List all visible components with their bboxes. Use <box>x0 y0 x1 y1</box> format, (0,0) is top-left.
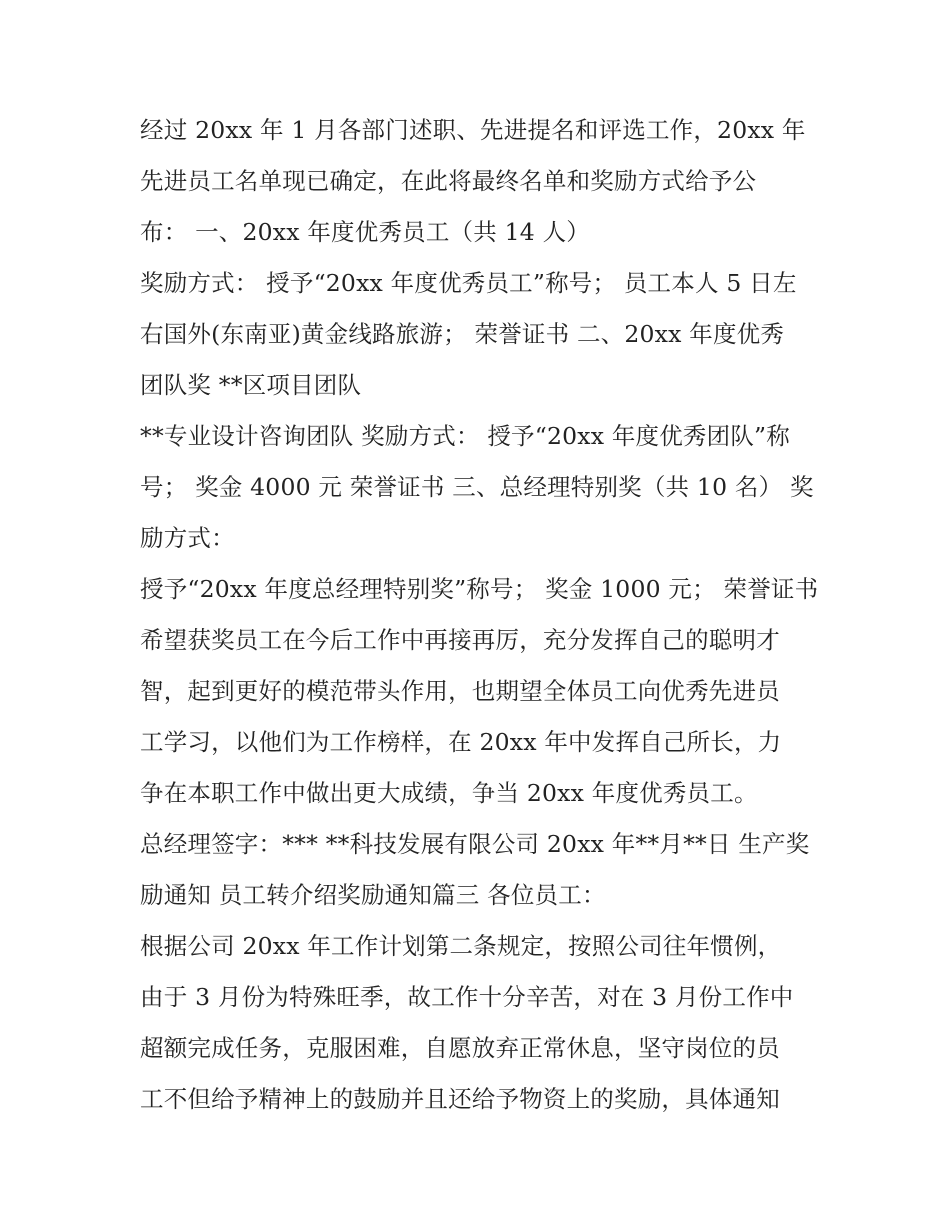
text-line: 励方式： <box>140 524 235 552</box>
text-line: 右国外(东南亚)黄金线路旅游； 荣誉证书 二、20xx 年度优秀 <box>140 320 785 348</box>
text-line: 智，起到更好的模范带头作用，也期望全体员工向优秀先进员 <box>140 677 780 705</box>
text-line: 奖励方式： 授予“20xx 年度优秀员工”称号； 员工本人 5 日左 <box>140 269 797 297</box>
text-line: 励通知 员工转介绍奖励通知篇三 各位员工： <box>140 881 606 909</box>
text-line: 根据公司 20xx 年工作计划第二条规定，按照公司往年惯例， <box>140 932 782 960</box>
text-line: 布： 一、20xx 年度优秀员工（共 14 人） <box>140 218 590 246</box>
text-line: 希望获奖员工在今后工作中再接再厉，充分发挥自己的聪明才 <box>140 626 780 654</box>
text-line: 团队奖 **区项目团队 <box>140 371 362 399</box>
text-line: 争在本职工作中做出更大成绩，争当 20xx 年度优秀员工。 <box>140 779 758 807</box>
text-line: 号； 奖金 4000 元 荣誉证书 三、总经理特别奖（共 10 名） 奖 <box>140 473 814 501</box>
text-line: 先进员工名单现已确定，在此将最终名单和奖励方式给予公 <box>140 167 757 195</box>
text-line: 超额完成任务，克服困难，自愿放弃正常休息，坚守岗位的员 <box>140 1034 780 1062</box>
text-line: 工学习，以他们为工作榜样，在 20xx 年中发挥自己所长，力 <box>140 728 782 756</box>
text-line: **专业设计咨询团队 奖励方式： 授予“20xx 年度优秀团队”称 <box>140 422 790 450</box>
text-line: 授予“20xx 年度总经理特别奖”称号； 奖金 1000 元； 荣誉证书 <box>140 575 819 603</box>
text-line: 总经理签字：*** **科技发展有限公司 20xx 年**月**日 生产奖 <box>140 830 810 858</box>
text-line: 工不但给予精神上的鼓励并且还给予物资上的奖励，具体通知 <box>140 1085 780 1113</box>
text-line: 由于 3 月份为特殊旺季，故工作十分辛苦，对在 3 月份工作中 <box>140 983 794 1011</box>
document-body <box>140 105 820 1125</box>
text-line: 经过 20xx 年 1 月各部门述职、先进提名和评选工作，20xx 年 <box>140 116 806 144</box>
